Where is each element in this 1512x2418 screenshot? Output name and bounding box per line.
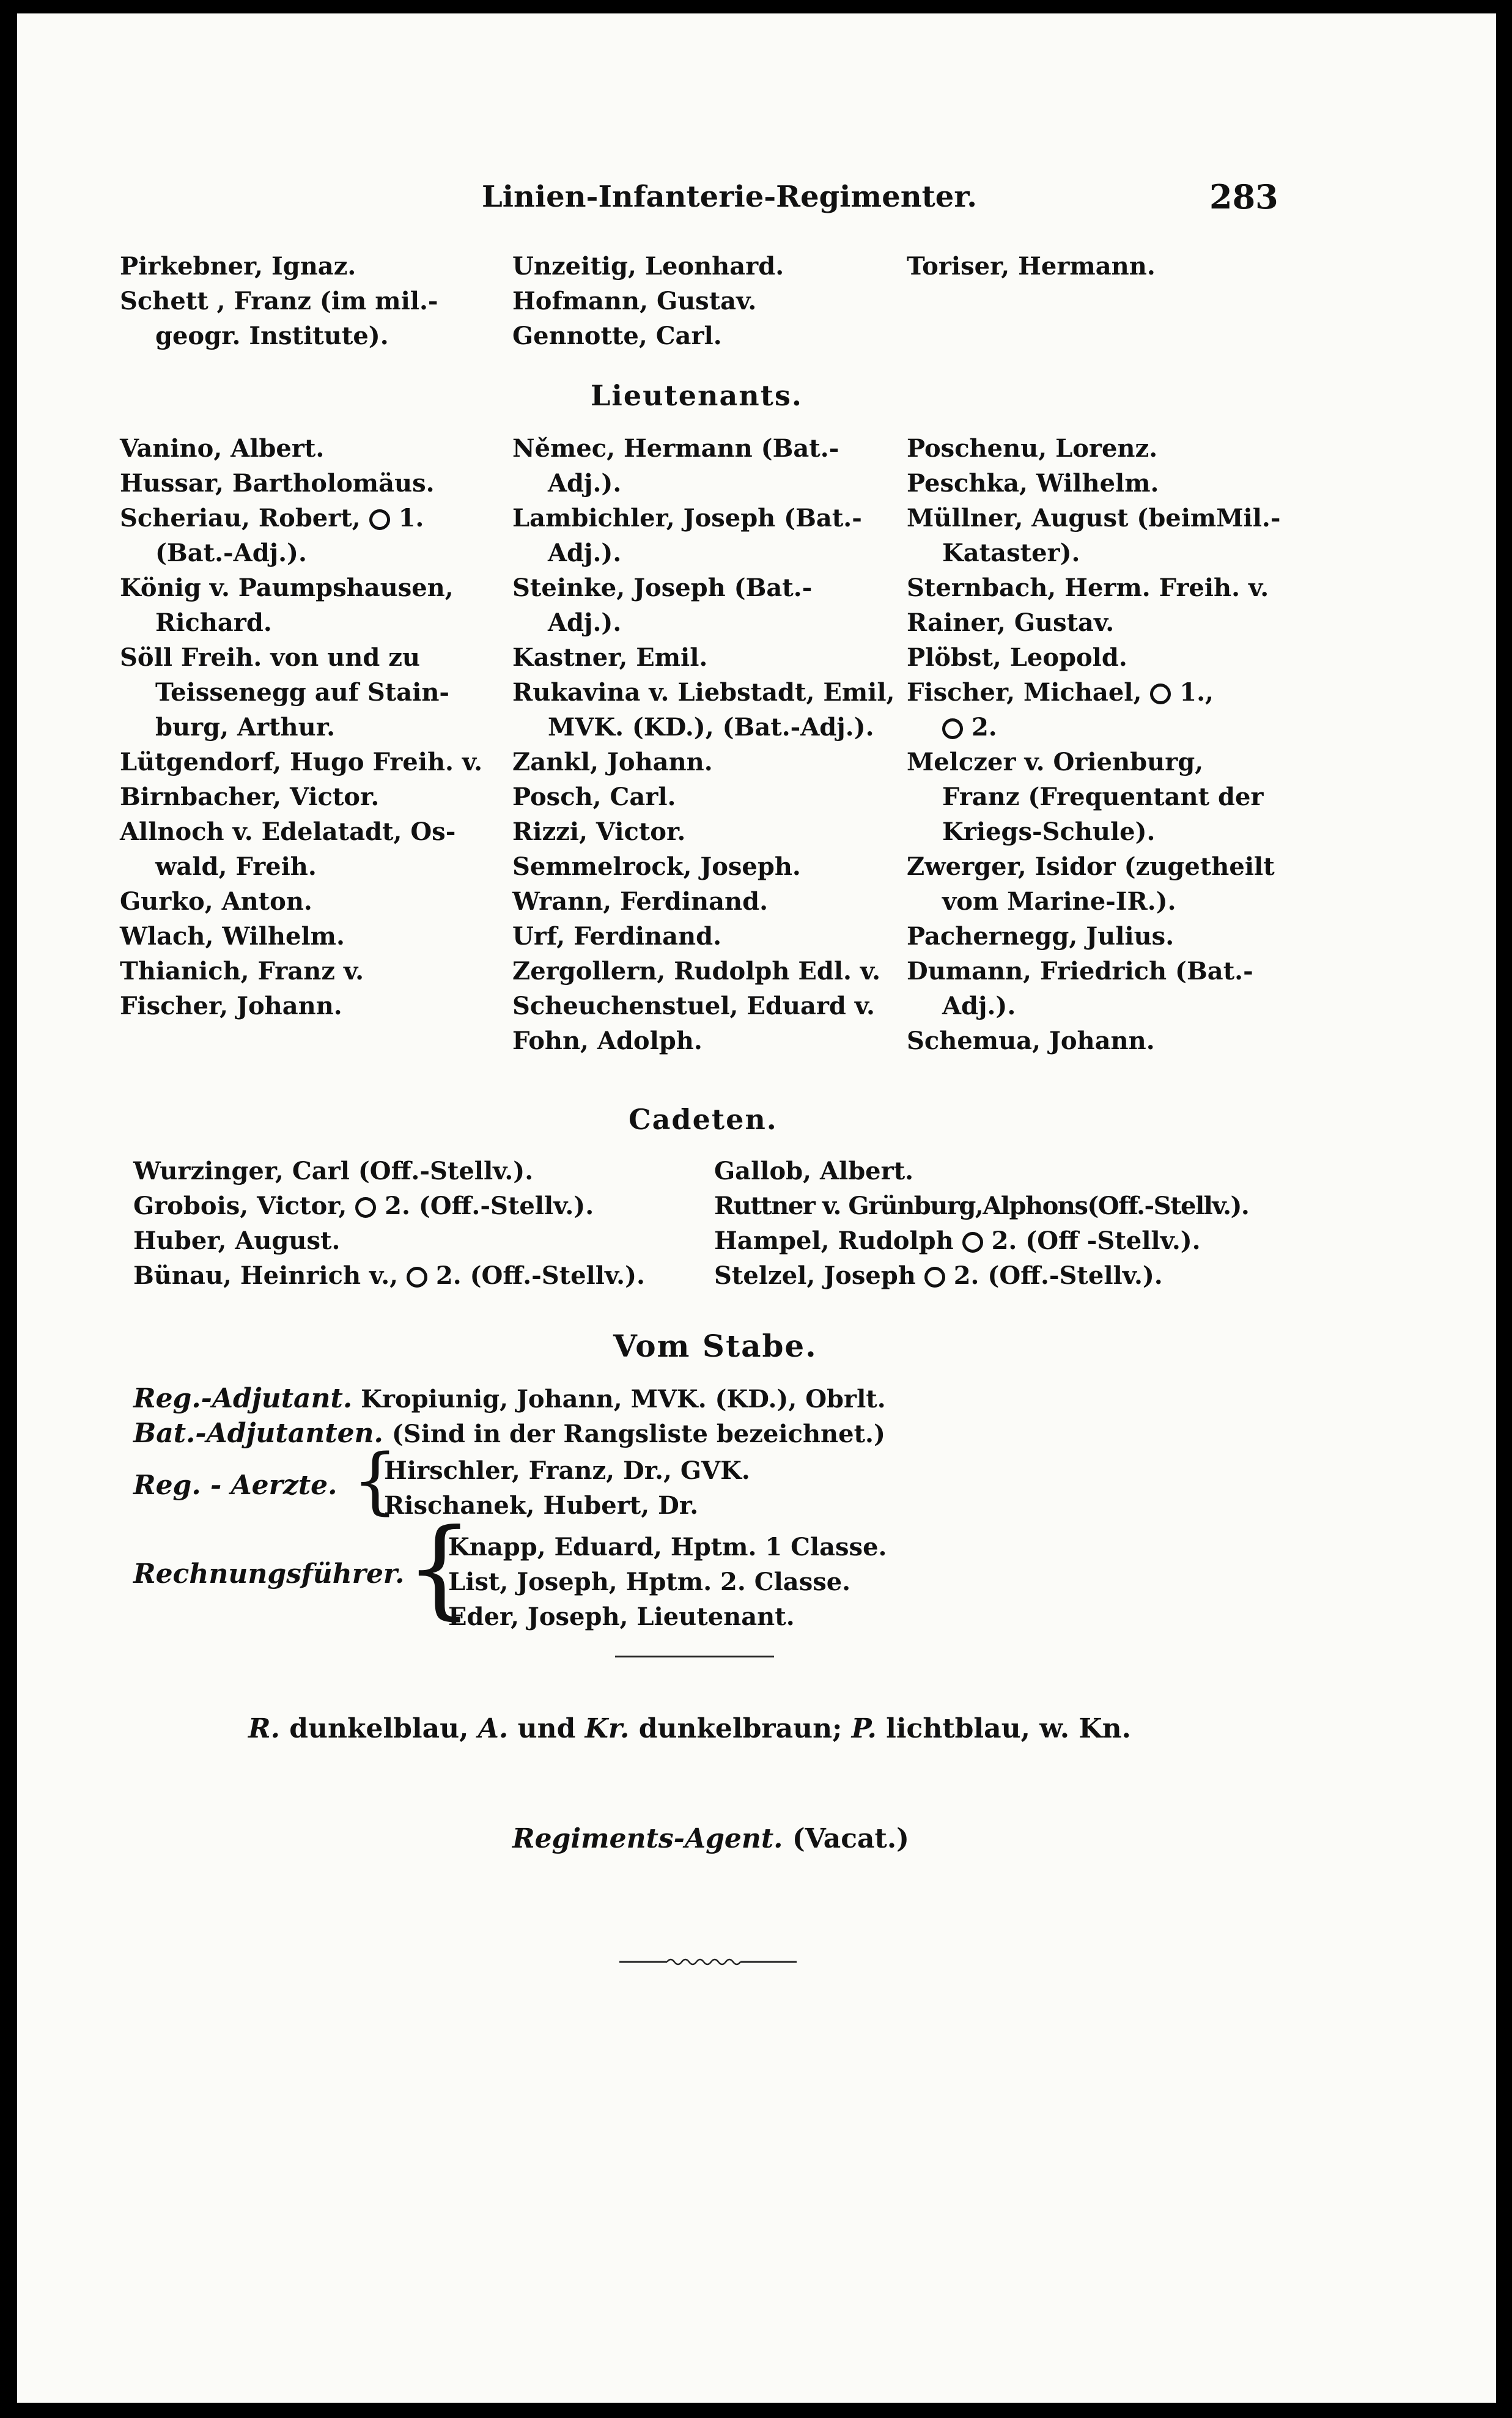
list-item-text: 2. (Off.-Stellv.).: [435, 1261, 645, 1290]
text: lichtblau, w. Kn.: [886, 1713, 1131, 1744]
lieutenants-column-3: [907, 431, 1280, 1058]
list-item: Rizzi, Victor.: [512, 817, 686, 846]
list-item: [714, 1223, 1248, 1258]
list-item: Wlach, Wilhelm.: [120, 922, 345, 951]
staff-row-bat-adjutanten: [133, 1418, 885, 1449]
list-item: wald, Freih.: [155, 852, 317, 881]
text: dunkelblau,: [289, 1713, 469, 1744]
list-item: Richard.: [155, 608, 272, 637]
lieutenants-column-2: [512, 431, 894, 1058]
list-item: Kataster).: [942, 539, 1080, 567]
list-item: [907, 710, 1280, 745]
list-item: Adj.).: [548, 469, 622, 498]
list-item: List, Joseph, Hptm. 2. Classe.: [448, 1568, 851, 1596]
list-item: Rukavina v. Liebstadt, Emil,: [512, 678, 895, 707]
list-item: Schemua, Johann.: [907, 1027, 1155, 1055]
section-heading-cadets: Cadeten.: [629, 1103, 778, 1136]
staff-row-reg-adjutant: [133, 1383, 886, 1414]
list-item: Eder, Joseph, Lieutenant.: [448, 1602, 795, 1631]
list-item: Zwerger, Isidor (zugetheilt: [907, 852, 1275, 881]
lieutenants-column-1: [120, 431, 482, 1023]
list-item: Semmelrock, Joseph.: [512, 852, 801, 881]
staff-value: Kropiunig, Johann, MVK. (KD.), Obrlt.: [361, 1385, 886, 1414]
text: dunkelbraun;: [638, 1713, 843, 1744]
abbrev: A.: [478, 1713, 509, 1744]
list-item: Thianich, Franz v.: [120, 957, 364, 986]
order-circle-icon: [942, 718, 963, 739]
list-item: Allnoch v. Edelatadt, Os-: [120, 817, 456, 846]
list-item: burg, Arthur.: [155, 713, 336, 742]
abbrev: Kr.: [585, 1713, 630, 1744]
text: und: [517, 1713, 576, 1744]
list-item: [714, 1258, 1248, 1293]
brace-icon: {: [352, 1438, 399, 1522]
list-item-text: Bünau, Heinrich v.,: [133, 1261, 399, 1290]
list-item: Rischanek, Hubert, Dr.: [384, 1491, 699, 1520]
list-item: [133, 1258, 645, 1293]
list-item: Franz (Frequentant der: [942, 783, 1264, 811]
list-item: Pirkebner, Ignaz.: [120, 252, 356, 281]
list-item-text: 1.: [398, 504, 424, 533]
list-item-text: Scheriau, Robert,: [120, 504, 361, 533]
list-item: Steinke, Joseph (Bat.-: [512, 573, 813, 602]
staff-label-aerzte: Reg. - Aerzte.: [133, 1470, 337, 1501]
staff-label: Reg.-Adjutant.: [133, 1383, 353, 1414]
list-item: Pachernegg, Julius.: [907, 922, 1175, 951]
list-item-text: 1.,: [1179, 678, 1214, 707]
list-item: Gurko, Anton.: [120, 887, 312, 916]
running-title: Linien-Infanterie-Regimenter.: [482, 180, 977, 214]
list-item: Unzeitig, Leonhard.: [512, 252, 784, 281]
page-number: 283: [1209, 177, 1278, 216]
list-item: [133, 1189, 645, 1223]
list-item: Schett , Franz (im mil.-: [120, 287, 438, 315]
list-item-text: Hampel, Rudolph: [714, 1226, 954, 1255]
list-item-text: 2. (Off.-Stellv.).: [385, 1192, 594, 1220]
list-item-text: 2.: [971, 713, 997, 742]
list-item: Dumann, Friedrich (Bat.-: [907, 957, 1253, 986]
order-circle-icon: [924, 1267, 945, 1288]
list-item: Adj.).: [942, 992, 1016, 1020]
top-column-2: [512, 249, 784, 353]
list-item: MVK. (KD.), (Bat.-Adj.).: [548, 713, 874, 742]
list-item: Zankl, Johann.: [512, 748, 713, 776]
list-item: Vanino, Albert.: [120, 434, 325, 463]
list-item: Sternbach, Herm. Freih. v.: [907, 573, 1269, 602]
brace-icon: {: [405, 1506, 474, 1631]
list-item: Hofmann, Gustav.: [512, 287, 757, 315]
staff-value: (Sind in der Rangsliste bezeichnet.): [391, 1420, 885, 1448]
list-item: Fischer, Johann.: [120, 992, 342, 1020]
uniform-colors-line: [248, 1713, 1131, 1744]
order-circle-icon: [369, 509, 390, 530]
abbrev: R.: [248, 1713, 280, 1744]
list-item: Rainer, Gustav.: [907, 608, 1115, 637]
list-item: Fohn, Adolph.: [512, 1027, 703, 1055]
list-item: Urf, Ferdinand.: [512, 922, 722, 951]
order-circle-icon: [1150, 684, 1171, 704]
list-item: Adj.).: [548, 539, 622, 567]
list-item: Kastner, Emil.: [512, 643, 708, 672]
list-item: Birnbacher, Victor.: [120, 783, 380, 811]
list-item: [907, 675, 1280, 710]
list-item: Knapp, Eduard, Hptm. 1 Classe.: [448, 1533, 887, 1561]
page: [17, 13, 1496, 2403]
list-item: Wurzinger, Carl (Off.-Stellv.).: [133, 1157, 534, 1185]
order-circle-icon: [355, 1197, 376, 1218]
order-circle-icon: [962, 1232, 983, 1253]
agent-value: (Vacat.): [792, 1823, 910, 1854]
list-item: Zergollern, Rudolph Edl. v.: [512, 957, 881, 986]
list-item: Posch, Carl.: [512, 783, 676, 811]
list-item: geogr. Institute).: [155, 322, 389, 350]
list-item: [120, 501, 482, 536]
list-item: Lütgendorf, Hugo Freih. v.: [120, 748, 483, 776]
list-item-text: Fischer, Michael,: [907, 678, 1142, 707]
list-item: vom Marine-IR.).: [942, 887, 1176, 916]
list-item: Gennotte, Carl.: [512, 322, 722, 350]
top-column-1: [120, 249, 438, 353]
section-heading-lieutenants: Lieutenants.: [591, 379, 803, 412]
list-item: Gallob, Albert.: [714, 1157, 914, 1185]
order-circle-icon: [407, 1267, 427, 1288]
list-item: Hirschler, Franz, Dr., GVK.: [384, 1456, 750, 1485]
list-item: Wrann, Ferdinand.: [512, 887, 769, 916]
list-item: Hussar, Bartholomäus.: [120, 469, 435, 498]
staff-label: Bat.-Adjutanten.: [133, 1418, 383, 1449]
list-item: Söll Freih. von und zu: [120, 643, 421, 672]
list-item: Scheuchenstuel, Eduard v.: [512, 992, 875, 1020]
list-item-text: Stelzel, Joseph: [714, 1261, 916, 1290]
list-item: Melczer v. Orienburg,: [907, 748, 1204, 776]
decorative-rule-icon: [619, 1955, 803, 1969]
list-item: Ruttner v. Grünburg,Alphons(Off.-Stellv.).: [714, 1192, 1249, 1220]
list-item: Plöbst, Leopold.: [907, 643, 1127, 672]
staff-label-rechnung: Rechnungsführer.: [133, 1558, 405, 1590]
list-item: Huber, August.: [133, 1226, 341, 1255]
list-item-text: 2. (Off.-Stellv.).: [953, 1261, 1163, 1290]
list-item: Adj.).: [548, 608, 622, 637]
list-item: (Bat.-Adj.).: [155, 539, 307, 567]
abbrev: P.: [851, 1713, 877, 1744]
list-item: Lambichler, Joseph (Bat.-: [512, 504, 862, 533]
list-item: Toriser, Hermann.: [907, 252, 1156, 281]
top-column-3: [907, 249, 1156, 284]
cadets-column-left: [133, 1154, 645, 1293]
rechnung-list: [448, 1530, 887, 1634]
list-item: Müllner, August (beimMil.-: [907, 504, 1281, 533]
list-item: König v. Paumpshausen,: [120, 573, 454, 602]
list-item: Peschka, Wilhelm.: [907, 469, 1159, 498]
list-item: Němec, Hermann (Bat.-: [512, 434, 839, 463]
agent-label: Regiments-Agent.: [512, 1823, 783, 1854]
divider: [615, 1656, 774, 1657]
cadets-column-right: [714, 1154, 1248, 1293]
list-item: Poschenu, Lorenz.: [907, 434, 1158, 463]
list-item: Kriegs-Schule).: [942, 817, 1156, 846]
list-item-text: Grobois, Victor,: [133, 1192, 347, 1220]
regiments-agent-line: [512, 1823, 909, 1854]
list-item: Teissenegg auf Stain-: [155, 678, 449, 707]
section-heading-staff: Vom Stabe.: [613, 1328, 817, 1364]
list-item-text: 2. (Off -Stellv.).: [991, 1226, 1201, 1255]
